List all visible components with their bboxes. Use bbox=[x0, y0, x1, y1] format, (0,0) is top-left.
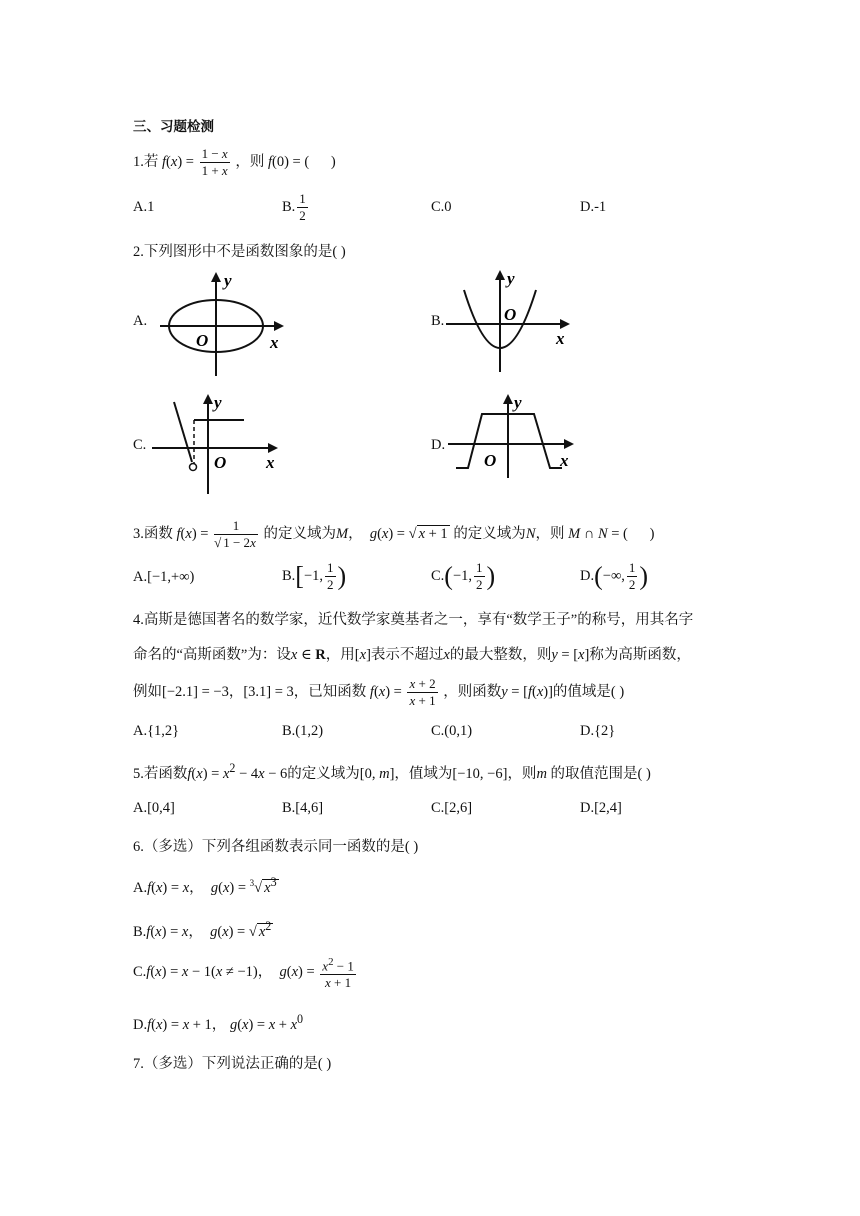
q1-option-a[interactable]: A.1 bbox=[133, 199, 155, 215]
q3-option-c[interactable]: C.(−1, $\frac{1}{2}$ ) bbox=[431, 560, 496, 592]
graph-a-ellipse bbox=[152, 268, 292, 378]
q6-option-d[interactable]: D.f(x) = x + 1， $g(x) = x + x^0$ bbox=[133, 1012, 304, 1033]
graph-a-y-label: y bbox=[224, 271, 232, 290]
q2-label-d[interactable]: D. bbox=[431, 437, 446, 453]
q5-option-d[interactable]: D.[2,4] bbox=[580, 800, 622, 816]
q6-option-b[interactable]: B.f(x) = x， g(x) = √ $x^2$ bbox=[133, 919, 272, 940]
q5-stem: 5.若函数$f(x) = x^2 - 4x - 6$的定义域为[0, m]，值域为[−10, −6]，则m 的取值范围是( ) bbox=[133, 761, 651, 782]
graph-b-origin: O bbox=[504, 305, 517, 324]
graph-c-x-label: x bbox=[266, 453, 275, 472]
graph-c-step bbox=[152, 392, 292, 498]
q4-option-a[interactable]: A.{1,2} bbox=[133, 723, 180, 739]
q3-option-d[interactable]: D.(−∞, $\frac{1}{2}$ ) bbox=[580, 560, 649, 592]
q5-option-a[interactable]: A.[0,4] bbox=[133, 800, 175, 816]
q2-label-c[interactable]: C. bbox=[133, 437, 147, 453]
q2-label-b[interactable]: B. bbox=[431, 313, 445, 329]
graph-b-y-label: y bbox=[507, 269, 515, 288]
q3-option-a[interactable]: A.[−1,+∞) bbox=[133, 569, 195, 585]
q6-option-a[interactable]: A.f(x) = x， g(x) = $^3$√ $x^3$ bbox=[133, 875, 277, 896]
q1-fraction: $\frac{1 - x}{1 + x}$ bbox=[201, 146, 228, 178]
graph-c-origin: O bbox=[214, 453, 227, 472]
graph-b-parabola bbox=[442, 266, 582, 376]
q6-stem: 6.（多选）下列各组函数表示同一函数的是( ) bbox=[133, 839, 419, 855]
q4-option-c[interactable]: C.(0,1) bbox=[431, 723, 473, 739]
q1-mid: ，则 bbox=[235, 153, 265, 170]
graph-a-x-label: x bbox=[270, 333, 279, 352]
q2-label-a[interactable]: A. bbox=[133, 313, 148, 329]
q7-stem: 7.（多选）下列说法正确的是( ) bbox=[133, 1056, 332, 1072]
graph-b-x-label: x bbox=[556, 329, 565, 348]
graph-c-y-label: y bbox=[214, 393, 222, 412]
graph-d-x-label: x bbox=[560, 451, 569, 470]
q4-line-1: 4.高斯是德国著名的数学家，近代数学家奠基者之一，享有“数学王子”的称号，用其名字 bbox=[133, 612, 694, 628]
q1-stem: 1.若 f(x) = $\frac{1 - x}{1 + x}$ ，则 f(0) = ( ) bbox=[133, 146, 336, 178]
q1-option-c[interactable]: C.0 bbox=[431, 199, 452, 215]
graph-d-y-label: y bbox=[514, 393, 522, 412]
q4-line-2: 命名的“高斯函数”为：设x ∈ R，用[x]表示不超过x的最大整数，则y = [x]称为高斯函数， bbox=[133, 647, 691, 663]
q6-option-c[interactable]: C.f(x) = x − 1(x ≠ −1)， g(x) = $\frac{x^2 - 1}{x + 1}$ bbox=[133, 956, 354, 991]
section-title: 三、习题检测 bbox=[133, 119, 214, 135]
q1-fx: f bbox=[162, 153, 167, 170]
graph-d-origin: O bbox=[484, 451, 497, 470]
graph-d-trapezoid bbox=[446, 392, 586, 482]
q4-option-d[interactable]: D.{2} bbox=[580, 723, 616, 739]
q3-option-b[interactable]: B.[−1, $\frac{1}{2}$ ) bbox=[282, 560, 347, 592]
q5-option-b[interactable]: B.[4,6] bbox=[282, 800, 324, 816]
q2-stem: 2.下列图形中不是函数图象的是( ) bbox=[133, 244, 346, 260]
q3-stem: 3.函数 f(x) = $\frac{1}{√ 1 - 2x}$ 的定义域为M， g(x) = √ x + 1 的定义域为N，则 M ∩ N = ( ) bbox=[133, 518, 655, 550]
q1-option-b[interactable]: B. $\frac{1}{2}$ bbox=[282, 191, 306, 223]
q4-line-3: 例如[−2.1] = −3，[3.1] = 3，已知函数 f(x) = $\frac{x + 2}{x + 1}$ ，则函数y = [f(x)]的值域是( ) bbox=[133, 676, 625, 708]
q5-option-c[interactable]: C.[2,6] bbox=[431, 800, 473, 816]
q4-option-b[interactable]: B.(1,2) bbox=[282, 723, 324, 739]
graph-a-origin: O bbox=[196, 331, 209, 350]
q1-prefix: 1.若 bbox=[133, 153, 159, 170]
q1-option-d[interactable]: D.-1 bbox=[580, 199, 607, 215]
